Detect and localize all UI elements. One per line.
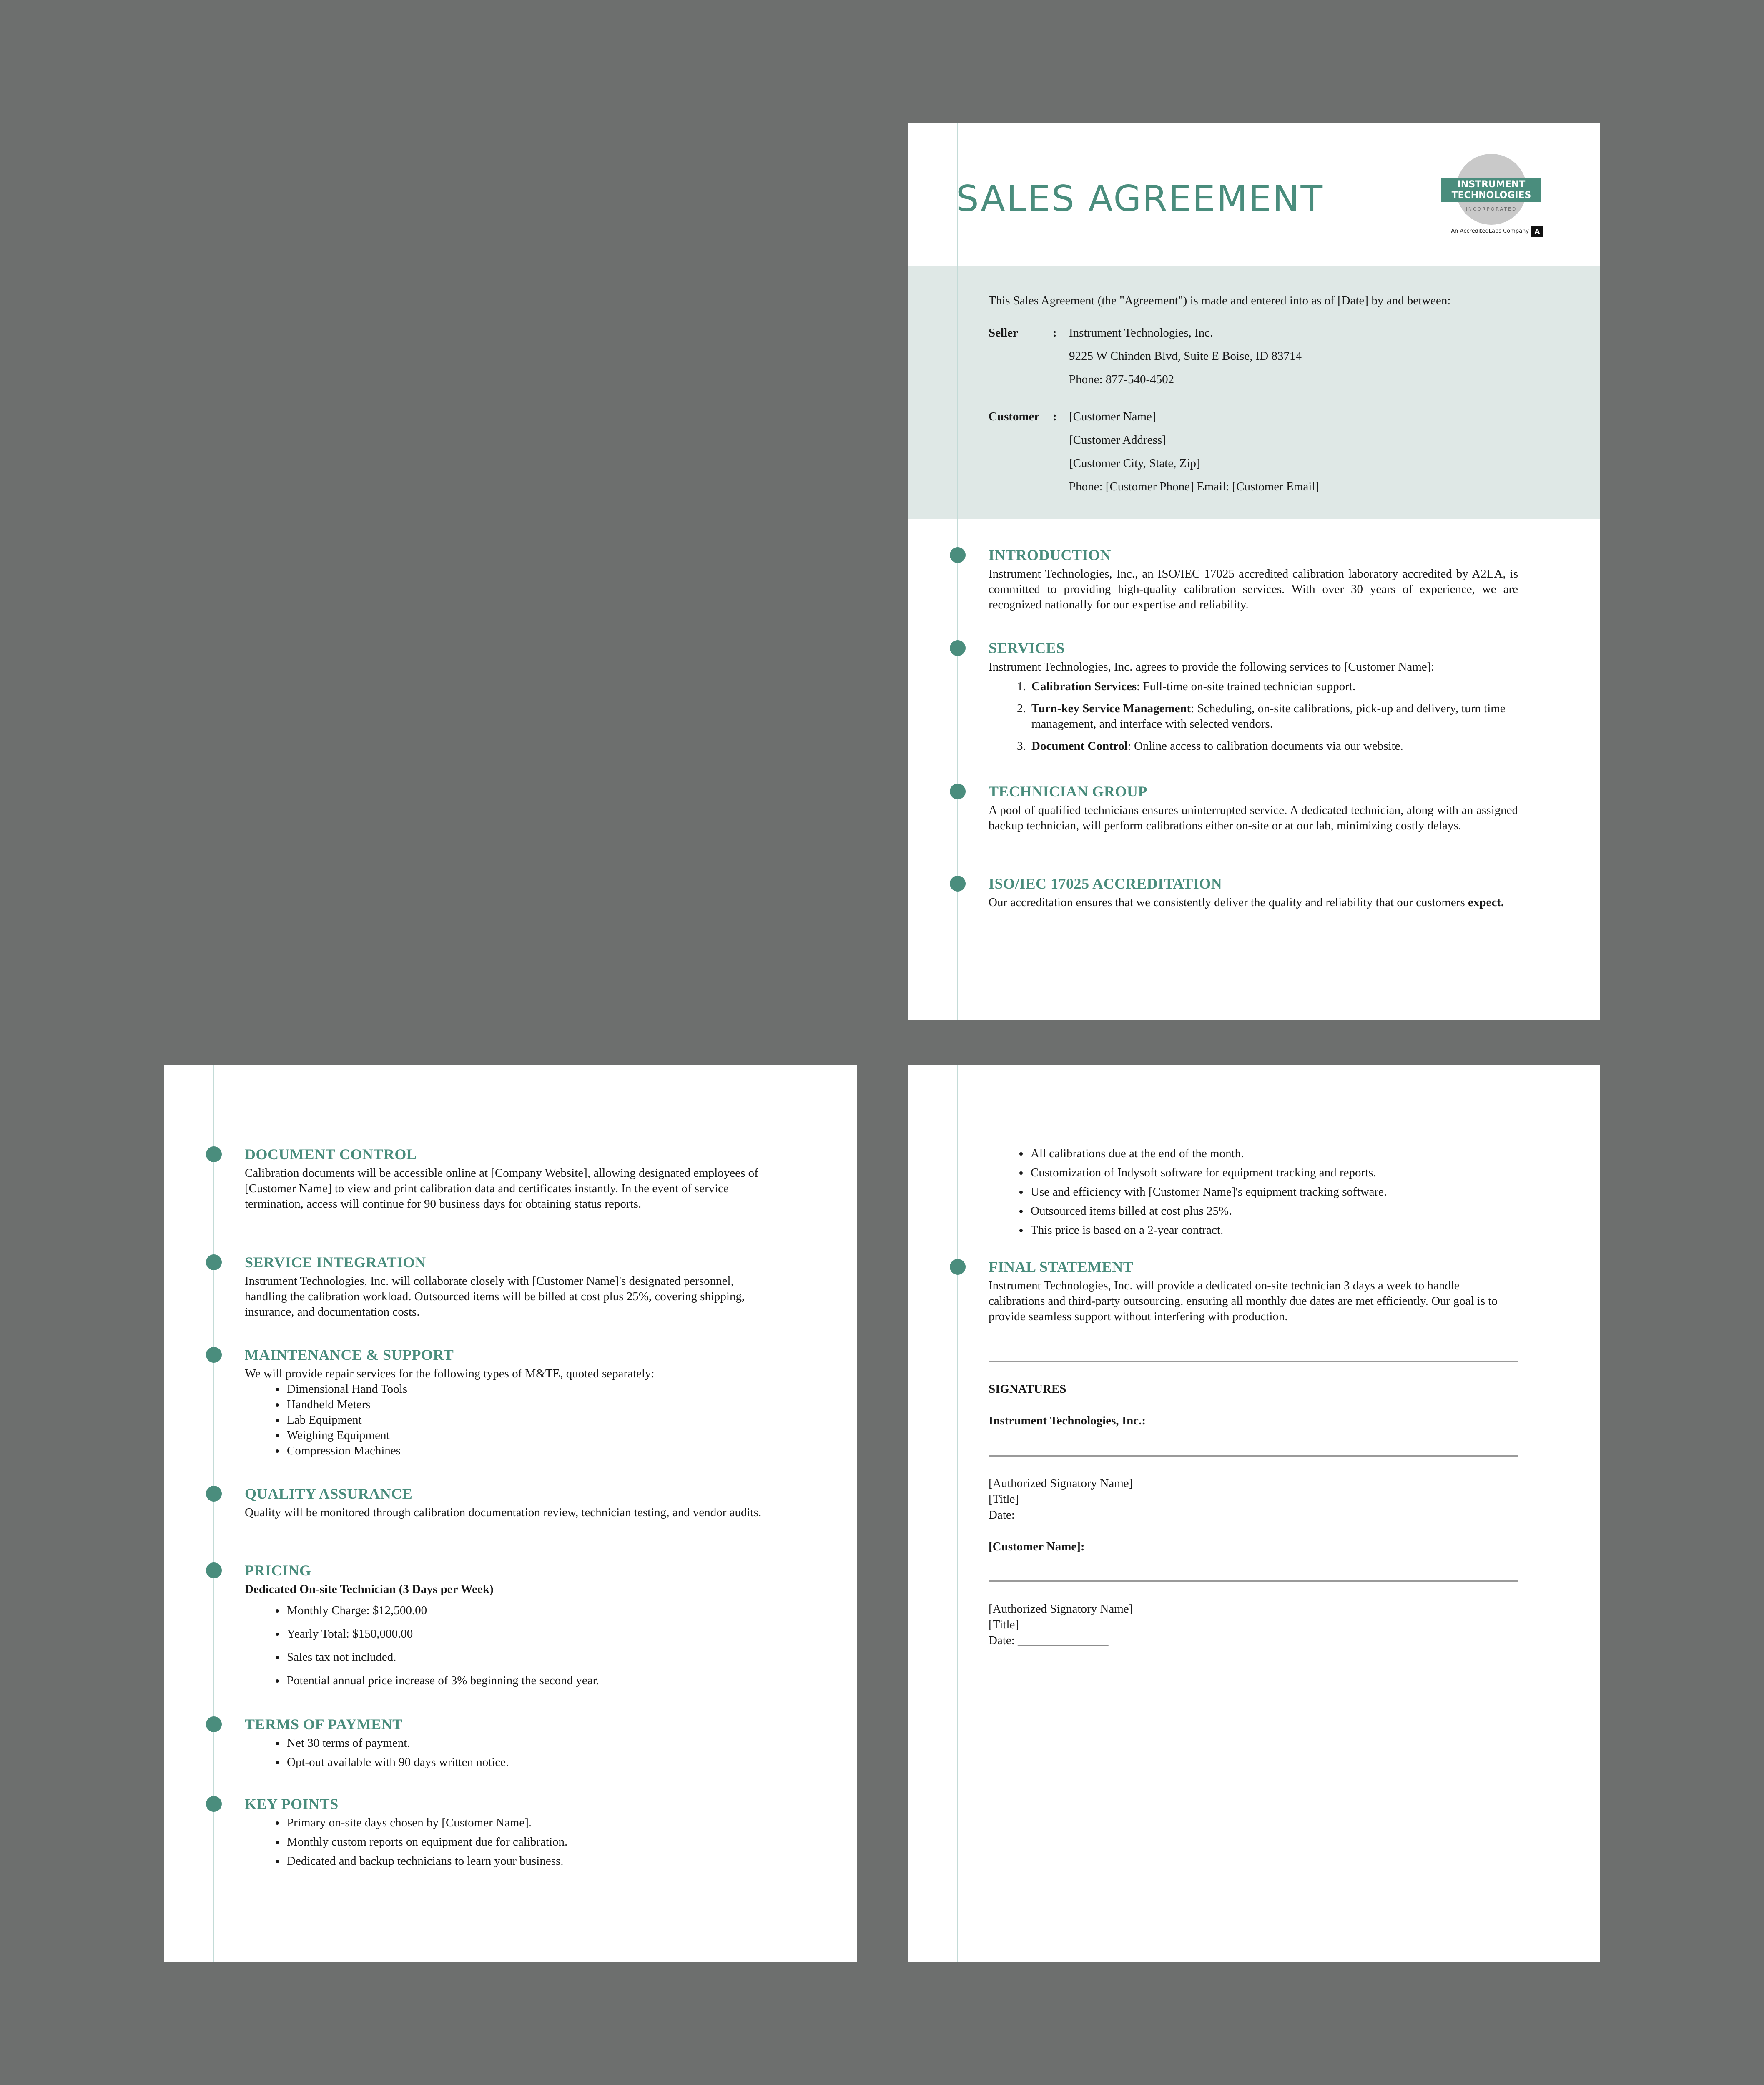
customer-colon: :	[1053, 410, 1057, 423]
section-body: Quality will be monitored through calibration documentation review, technician testing, and vendor audits.	[245, 1506, 762, 1519]
key-points-continued	[989, 1146, 1506, 1242]
key-points-continued-list	[989, 1146, 1506, 1238]
list-item	[1029, 739, 1518, 754]
page-2	[164, 1065, 857, 1962]
timeline-dot	[950, 640, 966, 656]
timeline-dot	[206, 1254, 222, 1270]
section-heading: ISO/IEC 17025 ACCREDITATION	[989, 875, 1222, 892]
customer-line: Phone: [Customer Phone] Email: [Customer Email]	[1069, 480, 1320, 493]
section-heading: MAINTENANCE & SUPPORT	[245, 1346, 454, 1363]
seller-line: Phone: 877-540-4502	[1069, 373, 1174, 386]
section-heading: TERMS OF PAYMENT	[245, 1716, 403, 1733]
section-services	[989, 640, 1518, 761]
list-item: • Lab Equipment	[285, 1412, 762, 1428]
company-signatory-block	[989, 1475, 1133, 1523]
section-heading: FINAL STATEMENT	[989, 1259, 1134, 1275]
list-item: • Yearly Total: $150,000.00	[285, 1626, 762, 1642]
section-body: Instrument Technologies, Inc. will collaborate closely with [Customer Name]'s designated personnel, handling the calibration workload. Outsourced items will be billed at cost plus 25%, covering shipping, insurance, and documentation costs.	[245, 1274, 745, 1319]
list-item: • Primary on-site days chosen by [Customer Name].	[285, 1815, 762, 1831]
logo-line-2: TECHNOLOGIES	[1451, 190, 1531, 201]
customer-signatory-block	[989, 1601, 1133, 1648]
list-item: • Customization of Indysoft software for equipment tracking and reports.	[1029, 1165, 1506, 1181]
services-list	[989, 679, 1518, 754]
timeline-dot	[950, 784, 966, 799]
service-desc: : Online access to calibration documents via our website.	[1127, 739, 1403, 753]
section-accreditation	[989, 876, 1518, 910]
timeline-dot	[206, 1146, 222, 1162]
section-heading: TECHNICIAN GROUP	[989, 783, 1148, 800]
section-terms-of-payment	[245, 1716, 762, 1774]
list-item: • Monthly Charge: $12,500.00	[285, 1603, 762, 1618]
service-term: Document Control	[1031, 739, 1128, 753]
timeline-dot	[950, 876, 966, 892]
section-heading: SERVICES	[989, 640, 1065, 656]
accreditation-text: Our accreditation ensures that we consistently deliver the quality and reliability that our customers	[989, 896, 1465, 909]
maintenance-list	[245, 1382, 762, 1459]
customer-line: [Customer City, State, Zip]	[1069, 457, 1200, 470]
divider-rule	[989, 1361, 1518, 1362]
section-heading: KEY POINTS	[245, 1796, 339, 1812]
list-item: • Handheld Meters	[285, 1397, 762, 1412]
service-desc: : Full-time on-site trained technician support.	[1137, 680, 1356, 693]
logo-plate	[1441, 178, 1541, 202]
signature-line[interactable]	[989, 1455, 1518, 1457]
list-item: • Dedicated and backup technicians to learn your business.	[285, 1854, 762, 1869]
accreditation-text-bold: expect.	[1468, 896, 1504, 909]
section-maintenance	[245, 1347, 762, 1459]
logo-incorporated: INCORPORATED	[1465, 206, 1517, 212]
customer-line: [Customer Name]	[1069, 410, 1156, 423]
timeline-dot	[206, 1347, 222, 1363]
list-item: • This price is based on a 2-year contract.	[1029, 1223, 1506, 1238]
page-1	[908, 123, 1600, 1020]
section-heading: DOCUMENT CONTROL	[245, 1146, 417, 1163]
list-item: • Opt-out available with 90 days written notice.	[285, 1755, 762, 1770]
section-key-points	[245, 1796, 762, 1873]
seller-line: Instrument Technologies, Inc.	[1069, 326, 1213, 339]
list-item: • Weighing Equipment	[285, 1428, 762, 1443]
list-item	[1029, 679, 1518, 694]
section-heading: SERVICE INTEGRATION	[245, 1254, 426, 1271]
section-heading: INTRODUCTION	[989, 547, 1112, 563]
section-heading: QUALITY ASSURANCE	[245, 1485, 413, 1502]
customer-details	[1069, 405, 1319, 498]
document-title: SALES AGREEMENT	[956, 178, 1324, 220]
seller-line: 9225 W Chinden Blvd, Suite E Boise, ID 83714	[1069, 349, 1302, 363]
customer-label: Customer	[989, 410, 1040, 423]
timeline-dot	[950, 547, 966, 563]
section-introduction	[989, 547, 1518, 613]
section-body: Instrument Technologies, Inc., an ISO/IEC 17025 accredited calibration laboratory accredited by A2LA, is committed to providing high-quality calibration services. With over 30 years of experience, we are recognized nationally for our expertise and reliability.	[989, 567, 1518, 611]
seller-colon: :	[1053, 326, 1057, 339]
section-service-integration	[245, 1254, 762, 1320]
signatures-heading: SIGNATURES	[989, 1382, 1066, 1396]
seller-details	[1069, 321, 1302, 391]
signature-line[interactable]	[989, 1580, 1518, 1582]
seller-label: Seller	[989, 326, 1018, 339]
service-term: Turn-key Service Management	[1031, 702, 1191, 715]
timeline-dot	[206, 1562, 222, 1578]
section-body	[989, 895, 1518, 910]
timeline-dot	[206, 1796, 222, 1812]
section-body: A pool of qualified technicians ensures uninterrupted service. A dedicated technician, along with an assigned backup technician, will perform calibrations either on-site or at our lab, minimizing costly delays.	[989, 804, 1518, 832]
pricing-subhead: Dedicated On-site Technician (3 Days per Week)	[245, 1583, 494, 1596]
key-points-list	[245, 1815, 762, 1869]
section-body: Calibration documents will be accessible online at [Company Website], allowing designated employees of [Customer Name] to view and print calibration data and certificates instantly. In the event of service termination, access will continue for 90 business days for obtaining status reports.	[245, 1166, 758, 1211]
section-body: We will provide repair services for the following types of M&TE, quoted separately:	[245, 1367, 655, 1380]
service-desc: : Scheduling, on-site calibrations, pick-up and delivery, turn time management, and interface with selected vendors.	[1031, 702, 1506, 731]
list-item: • Compression Machines	[285, 1443, 762, 1459]
list-item: • All calibrations due at the end of the month.	[1029, 1146, 1506, 1161]
signatory-date: Date: _______________	[989, 1634, 1109, 1647]
logo-badge-icon: A	[1531, 226, 1543, 237]
signatory-title: [Title]	[989, 1618, 1019, 1631]
list-item: • Use and efficiency with [Customer Name]'s equipment tracking software.	[1029, 1184, 1506, 1200]
signatory-name: [Authorized Signatory Name]	[989, 1602, 1133, 1615]
section-body: Instrument Technologies, Inc. agrees to provide the following services to [Customer Name]:	[989, 660, 1435, 673]
section-document-control	[245, 1146, 762, 1212]
list-item: • Outsourced items billed at cost plus 25%.	[1029, 1203, 1506, 1219]
timeline-dot	[206, 1716, 222, 1732]
signatory-date: Date: _______________	[989, 1508, 1109, 1522]
company-signature-label: Instrument Technologies, Inc.:	[989, 1414, 1146, 1427]
list-item: • Net 30 terms of payment.	[285, 1736, 762, 1751]
service-term: Calibration Services	[1031, 680, 1137, 693]
signatory-title: [Title]	[989, 1492, 1019, 1506]
terms-list	[245, 1736, 762, 1770]
company-logo	[1441, 154, 1550, 246]
agreement-intro: This Sales Agreement (the "Agreement") is made and entered into as of [Date] by and between:	[989, 294, 1451, 307]
list-item	[1029, 701, 1518, 732]
page-3	[908, 1065, 1600, 1962]
timeline-line	[213, 1065, 214, 1962]
customer-signature-label: [Customer Name]:	[989, 1540, 1085, 1553]
logo-subtitle: An AccreditedLabs Company	[1451, 228, 1529, 234]
timeline-line	[957, 1065, 958, 1962]
section-technician-group	[989, 784, 1518, 834]
section-body: Instrument Technologies, Inc. will provide a dedicated on-site technician 3 days a week to handle calibrations and third-party outsourcing, ensuring all monthly due dates are met efficiently. Our goal is to provide seamless support without interfering with production.	[989, 1279, 1498, 1323]
list-item: • Sales tax not included.	[285, 1650, 762, 1665]
section-heading: PRICING	[245, 1562, 311, 1579]
list-item: • Potential annual price increase of 3% beginning the second year.	[285, 1673, 762, 1688]
list-item: • Dimensional Hand Tools	[285, 1382, 762, 1397]
logo-line-1: INSTRUMENT	[1457, 179, 1526, 190]
section-quality-assurance	[245, 1486, 762, 1520]
section-pricing	[245, 1562, 762, 1696]
section-final-statement	[989, 1259, 1506, 1324]
pricing-list	[245, 1603, 762, 1688]
timeline-dot	[950, 1259, 966, 1275]
timeline-dot	[206, 1486, 222, 1502]
customer-line: [Customer Address]	[1069, 433, 1166, 447]
list-item: • Monthly custom reports on equipment due for calibration.	[285, 1834, 762, 1850]
signatory-name: [Authorized Signatory Name]	[989, 1477, 1133, 1490]
